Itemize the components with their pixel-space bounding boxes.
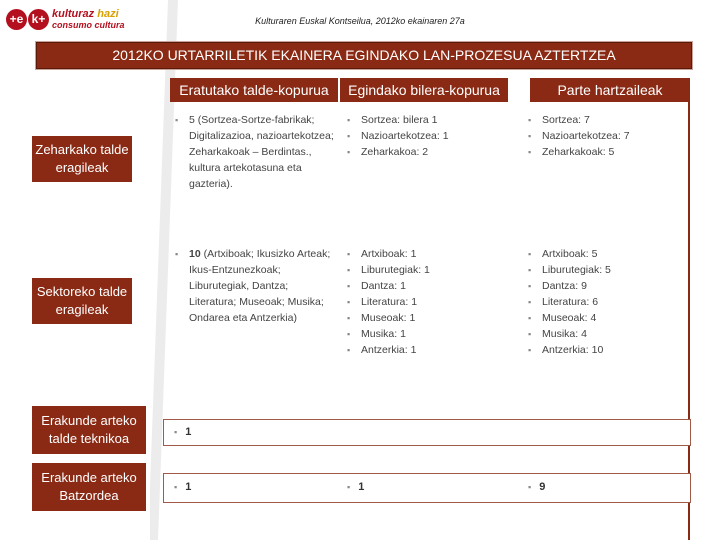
logo-name-line1: kulturaz hazi [52,8,119,20]
box-batzordea [163,473,691,503]
box-talde-teknikoa [163,419,691,446]
row-header-zeharkako: Zeharkako talde eragileak [32,136,132,182]
table-frame-right [688,78,690,540]
column-header-participants: Parte hartzaileak [530,78,690,102]
row-header-sektoreko: Sektoreko talde eragileak [32,278,132,324]
column-header-meetings: Egindako bilera-kopurua [340,78,508,102]
list-item: ▪ Nazioartekotzea: 1 [346,128,516,144]
list-item: ▪ Dantza: 1 [346,278,516,294]
logo-k-circle: k+ [28,9,49,30]
list-item: ▪ Literatura: 6 [527,294,687,310]
row-header-talde-teknikoa: Erakunde arteko talde teknikoa [32,406,146,454]
list-item: ▪ Museoak: 1 [346,310,516,326]
list-item: ▪ Antzerkia: 10 [527,342,687,358]
cell-sektoreko-groups [174,246,334,326]
list-item: ▪ Museoak: 4 [527,310,687,326]
list-item: ▪ Sortzea: 7 [527,112,687,128]
cell-sektoreko-meetings [346,246,516,358]
cell-sektoreko-participants [527,246,687,358]
value-batzordea-groups: ▪ 1 [174,481,192,493]
groups-detail: (Artxiboak; Ikusizko Arteak; Ikus-Entzunezkoak; Liburutegiak, Dantza; Literatura; Museoak; Musika; Ondarea eta Antzerkia) [189,248,331,324]
list-item: ▪ Musika: 4 [527,326,687,342]
list-item: ▪ Dantza: 9 [527,278,687,294]
list-item: ▪ Nazioartekotzea: 7 [527,128,687,144]
list-item: ▪ Zeharkakoak: 5 [527,144,687,160]
list-item: ▪ Artxiboak: 1 [346,246,516,262]
value-batzordea-participants: ▪ 9 [528,481,546,493]
list-item: ▪ 5 (Sortzea-Sortze-fabrikak; Digitalizazioa, nazioartekotzea; Zeharkakoak – Berdintas., kultura artekotasuna eta gazteria). [174,112,334,192]
list-item: ▪ Artxiboak: 5 [527,246,687,262]
list-item: ▪ Literatura: 1 [346,294,516,310]
page-title: 2012KO URTARRILETIK EKAINERA EGINDAKO LAN-PROZESUA AZTERTZEA [36,42,692,69]
column-header-groups: Eratutako talde-kopurua [170,78,338,102]
list-item: ▪ Liburutegiak: 1 [346,262,516,278]
logo-name-line2: consumo cultura [52,20,125,30]
list-item: ▪ Antzerkia: 1 [346,342,516,358]
list-item: ▪ Sortzea: bilera 1 [346,112,516,128]
row-header-batzordea: Erakunde arteko Batzordea [32,463,146,511]
list-item: ▪ Zeharkakoa: 2 [346,144,516,160]
page-subtitle: Kulturaren Euskal Kontseilua, 2012ko ekainaren 27a [255,16,465,26]
list-item: ▪ Liburutegiak: 5 [527,262,687,278]
list-item: ▪ Musika: 1 [346,326,516,342]
cell-zeharkako-groups [174,112,334,192]
cell-zeharkako-meetings [346,112,516,160]
value-talde-teknikoa: ▪ 1 [174,426,192,438]
list-item [174,246,334,326]
groups-count: 10 [189,248,201,260]
cell-zeharkako-participants [527,112,687,160]
logo-plus-circle: +e [6,9,27,30]
value-batzordea-meetings: ▪ 1 [347,481,365,493]
